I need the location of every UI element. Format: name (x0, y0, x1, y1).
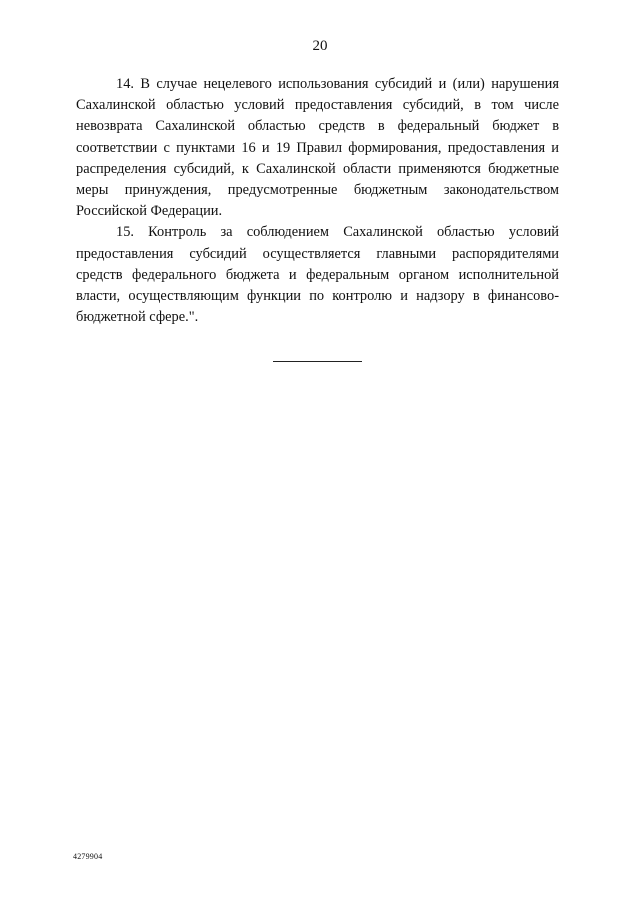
end-divider (273, 361, 362, 362)
document-code: 4279904 (73, 852, 103, 861)
body-text (76, 74, 559, 328)
paragraph-15: 15. Контроль за соблюдением Сахалинской областью условий предоставления субсидий осуществляется главными распорядителями средств федерального бюджета и федеральным органом исполнительной власти, осуществляющим функции по контролю и надзору в финансово-бюджетной сфере.". (76, 224, 559, 326)
paragraph-14: 14. В случае нецелевого использования субсидий и (или) нарушения Сахалинской областью условий предоставления субсидий, в том числе невозврата Сахалинской областью средств в федеральный бюджет в соответствии с пунктами 16 и 19 Правил формирования, предоставления и распределения субсидий, к Сахалинской области применяются бюджетные меры принуждения, предусмотренные бюджетным законодательством Российской Федерации. (76, 76, 559, 220)
page-number: 20 (312, 38, 328, 54)
